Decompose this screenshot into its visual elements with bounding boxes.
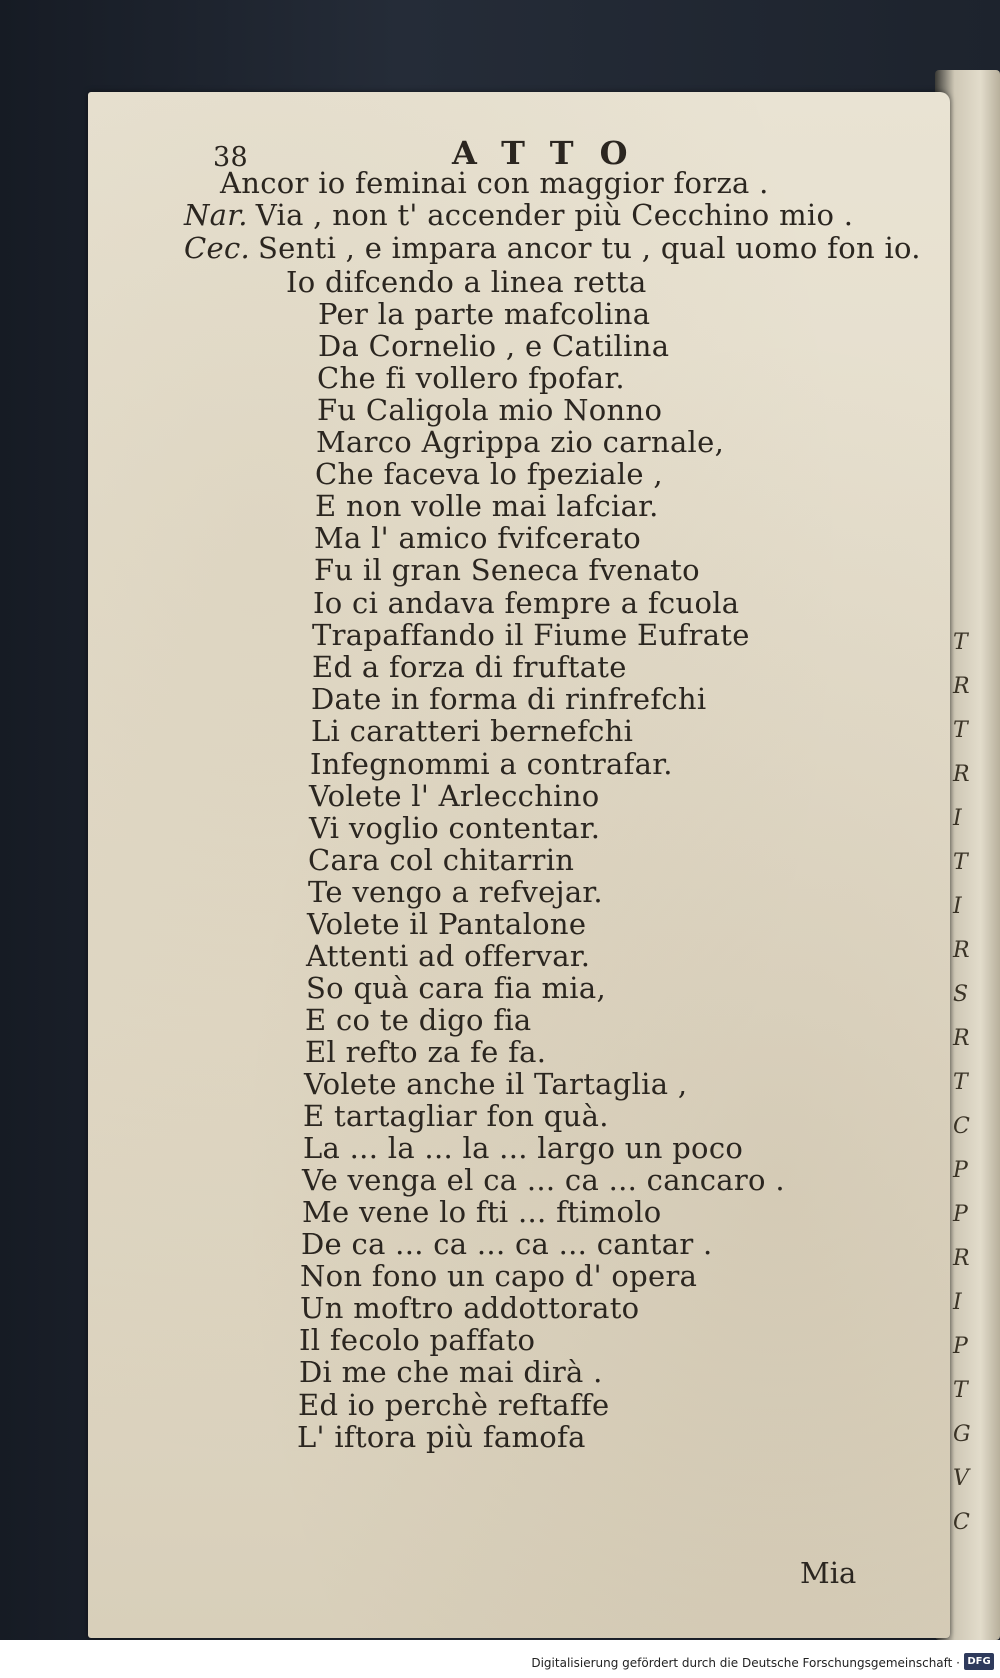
verse-line [318,329,669,363]
verse-line [286,265,647,299]
line-text: L' iftora più famofa [297,1420,586,1454]
verse-line [305,1035,546,1069]
line-text: Volete il Pantalone [307,907,587,941]
line-text: E co te digo fia [305,1003,532,1037]
verse-line [308,875,603,909]
edge-glyph: T [953,630,968,655]
line-text: Non fono un capo d' opera [300,1259,698,1293]
verse-line [302,1195,662,1229]
verse-line [297,1420,586,1454]
edge-glyph: R [953,762,970,787]
line-text: Volete anche il Tartaglia , [304,1067,688,1101]
line-text: Che faceva lo fpeziale , [315,457,663,491]
line-text: Che fi vollero fpofar. [317,361,625,395]
verse-line [303,1131,743,1165]
verse-line [315,457,663,491]
line-text: Marco Agrippa zio carnale, [316,425,725,459]
catchword: Mia [800,1556,857,1590]
line-text: Fu Caligola mio Nonno [317,393,663,427]
verse-line [184,198,853,232]
verse-line [301,1227,713,1261]
line-text: Io difcendo a linea retta [286,265,647,299]
verse-line [308,843,574,877]
verse-line [300,1259,697,1293]
verse-line [317,393,662,427]
verse-line [314,553,700,587]
edge-glyph: R [953,674,970,699]
edge-glyph: R [953,1246,970,1271]
line-text: Trapaffando il Fiume Eufrate [312,618,750,652]
edge-glyph: R [953,1026,970,1051]
verse-line [317,361,625,395]
verse-line [314,521,641,555]
footer-credit: Digitalisierung gefördert durch die Deutsche Forschungsgemeinschaft · [531,1656,960,1670]
edge-glyph: T [953,1378,968,1403]
speaker-label: Nar. [184,198,248,232]
verse-line [315,489,659,523]
line-text: Di me che mai dirà . [299,1355,603,1389]
edge-glyph: C [953,1510,970,1535]
edge-glyph: R [953,938,970,963]
edge-glyph: V [953,1466,969,1491]
verse-line [310,747,673,781]
edge-glyph: S [953,982,969,1007]
line-text: Da Cornelio , e Catilina [318,329,670,363]
line-text: Cara col chitarrin [308,843,575,877]
verse-line [313,586,739,620]
edge-glyph: I [953,1290,962,1315]
line-text: Li caratteri bernefchi [311,714,634,748]
edge-glyph: T [953,718,968,743]
verse-line [306,939,590,973]
verse-line [303,1099,609,1133]
verse-line [300,1291,639,1325]
line-text: E non volle mai lafciar. [315,489,659,523]
line-text: Attenti ad offervar. [306,939,591,973]
verse-line [312,650,627,684]
line-text: Volete l' Arlecchino [309,779,600,813]
verse-line [302,1163,785,1197]
line-text: Vi voglio contentar. [309,811,601,845]
line-text: El refto za fe fa. [305,1035,547,1069]
edge-glyph: I [953,806,962,831]
verse-line [318,297,650,331]
line-text: Per la parte mafcolina [318,297,651,331]
line-text: So quà cara fia mia, [306,971,606,1005]
verse-line [304,1067,687,1101]
line-text: De ca ... ca ... ca ... cantar . [301,1227,713,1261]
line-text: Ve venga el ca ... ca ... cancaro . [302,1163,785,1197]
line-text: Via , non t' accender più Cecchino mio . [255,198,854,232]
line-text: Te vengo a refvejar. [308,875,603,909]
line-text: Infegnommi a contrafar. [310,747,673,781]
running-head: ATTO [452,134,654,172]
edge-glyph: T [953,850,968,875]
verse-line [312,618,750,652]
edge-glyph: T [953,1070,968,1095]
line-text: Fu il gran Seneca fvenato [314,553,700,587]
line-text: Senti , e impara ancor tu , qual uomo fon io. [258,231,921,265]
verse-line [309,811,600,845]
verse-line [299,1355,603,1389]
line-text: Io ci andava fempre a fcuola [313,586,740,620]
line-text: Date in forma di rinfrefchi [311,682,707,716]
line-text: Il fecolo paffato [299,1323,536,1357]
line-text: La ... la ... la ... largo un poco [303,1131,744,1165]
verse-line [316,425,724,459]
dfg-logo: DFG [964,1653,994,1670]
line-text: E tartagliar fon quà. [303,1099,609,1133]
line-text: Un moftro addottorato [300,1291,640,1325]
verse-line [306,971,606,1005]
line-text: Ed a forza di fruftate [312,650,627,684]
verse-line [311,714,633,748]
line-text: Ed io perchè reftaffe [298,1388,610,1422]
edge-glyph: I [953,894,962,919]
verse-line [305,1003,532,1037]
verse-line [307,907,586,941]
verse-line [220,166,769,200]
verse-line [299,1323,535,1357]
verse-line [311,682,706,716]
edge-glyph: G [953,1422,971,1447]
verse-line [184,231,921,265]
verse-line [309,779,600,813]
verse-line [298,1388,609,1422]
edge-glyph: P [953,1334,968,1359]
edge-glyph: P [953,1158,968,1183]
page-number: 38 [213,142,248,173]
line-text: Ma l' amico fvifcerato [314,521,642,555]
speaker-label: Cec. [184,231,251,265]
edge-glyph: P [953,1202,968,1227]
line-text: Me vene lo fti ... ftimolo [302,1195,662,1229]
edge-glyph: C [953,1114,970,1139]
line-text: Ancor io feminai con maggior forza . [220,166,769,200]
